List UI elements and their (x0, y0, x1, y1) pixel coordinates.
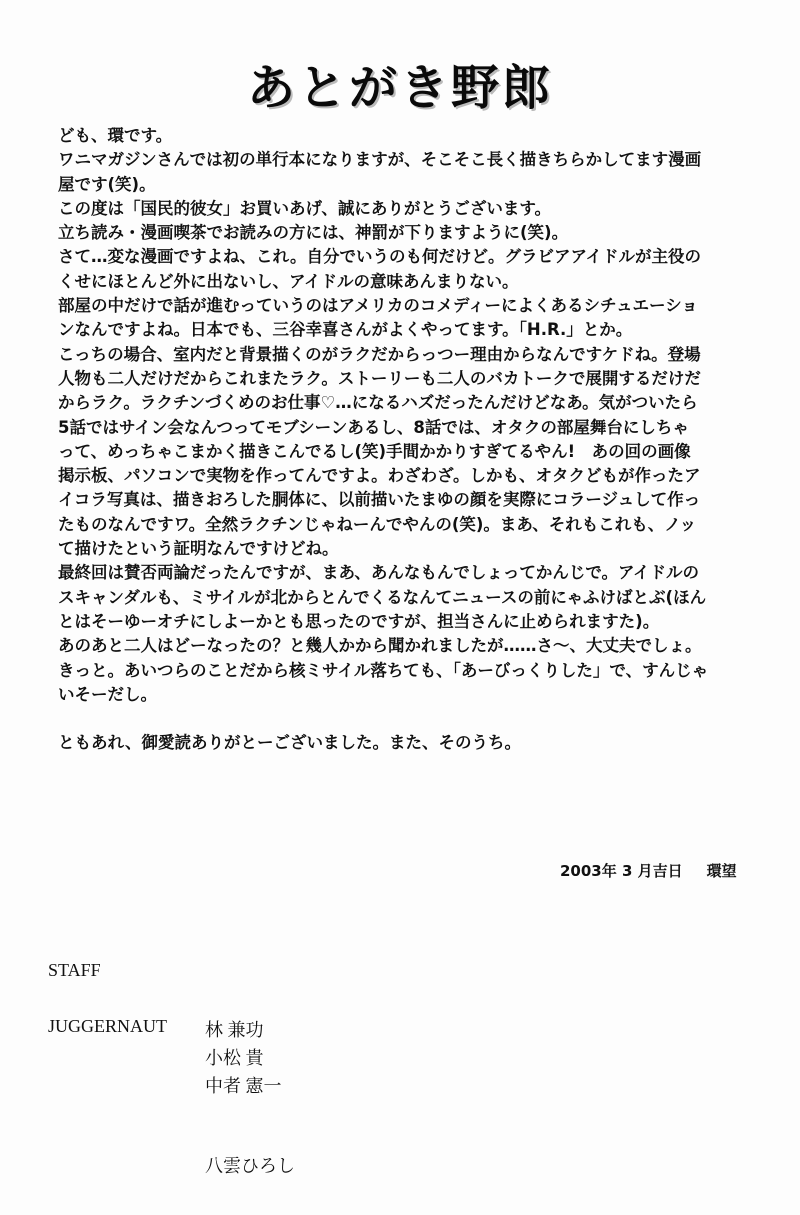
text-line: こっちの場合、室内だと背景描くのがラクだからっつー理由からなんですケドね。登場 (58, 344, 701, 364)
text-line: 立ち読み・漫画喫茶でお読みの方には、神罰が下りますように(笑)。 (58, 223, 569, 243)
text-line: 5話ではサイン会なんつってモブシーンあるし、8話では、オタクの部屋舞台にしちゃ (58, 417, 689, 437)
text-line: 掲示板、パソコンで実物を作ってんですよ。わざわざ。しかも、オタクどもが作ったア (58, 466, 701, 486)
signature (560, 860, 737, 881)
closing-line: ともあれ、御愛読ありがとーございました。また、そのうち。 (58, 733, 521, 753)
text-line: イコラ写真は、描きおろした胴体に、以前描いたまゆの顔を実際にコラージュして作っ (58, 490, 701, 510)
afterword-body (58, 124, 790, 755)
text-line: スキャンダルも、ミサイルが北からとんでくるなんてニュースの前にゃふけばとぶ(ほん (58, 587, 707, 607)
staff-member: 小松 貴 (205, 1048, 264, 1068)
page-title: あとがき野郎 (246, 60, 553, 116)
text-line: 最終回は賛否両論だったんですが、まあ、あんなもんでしょってかんじで。アイドルの (58, 563, 700, 583)
text-line: きっと。あいつらのことだから核ミサイル落ちても、「あーびっくりした」で、すんじゃ (58, 660, 709, 680)
signature-date: 2003年 3 月吉日 (560, 862, 683, 880)
signature-author: 環望 (706, 862, 737, 880)
text-line: からラク。ラクチンづくめのお仕事♡…になるハズだったんだけどなあ。気がついたら (58, 393, 698, 413)
text-line: いそーだし。 (58, 684, 157, 704)
text-line: 屋です(笑)。 (58, 174, 156, 194)
text-line: 部屋の中だけで話が進むっていうのはアメリカのコメディーによくあるシチュエーショ (58, 296, 698, 316)
text-line: ンなんですよね。日本でも、三谷幸喜さんがよくやってます。「H.R.」とか。 (58, 320, 633, 340)
staff-member: 林 兼功 (205, 1020, 264, 1040)
staff-group-name: JUGGERNAUT (48, 1016, 167, 1036)
text-line: て描けたという証明なんですけどね。 (58, 539, 339, 559)
staff-heading: STAFF (48, 960, 101, 980)
text-line: ども、環です。 (58, 126, 173, 145)
text-line: あのあと二人はどーなったの？と幾人かから聞かれましたが……さ〜、大丈夫でしょ。 (58, 636, 702, 656)
text-line: くせにほとんど外に出ないし、アイドルの意味あんまりない。 (58, 271, 519, 291)
staff-member: 中者 憲一 (205, 1076, 282, 1096)
text-line: 人物も二人だけだからこれまたラク。ストーリーも二人のバカトークで展開するだけだ (58, 368, 701, 388)
text-line: とはそーゆーオチにしよーかとも思ったのですが、担当さんに止められますた)。 (58, 611, 660, 631)
text-line: たものなんですワ。全然ラクチンじゃねーんでやんの(笑)。まあ、それもこれも、ノッ (58, 514, 697, 534)
text-line: ワニマガジンさんでは初の単行本になりますが、そこそこ長く描きちらかしてます漫画 (58, 150, 702, 170)
staff-member: 八雲ひろし (205, 1156, 295, 1176)
text-line: さて…変な漫画ですよね、これ。自分でいうのも何だけど。グラビアアイドルが主役の (58, 247, 702, 267)
text-line: この度は「国民的彼女」お買いあげ、誠にありがとうございます。 (58, 198, 552, 218)
text-line: って、めっちゃこまかく描きこんでるし(笑)手間かかりすぎてるやん! あの回の画像 (58, 441, 691, 461)
